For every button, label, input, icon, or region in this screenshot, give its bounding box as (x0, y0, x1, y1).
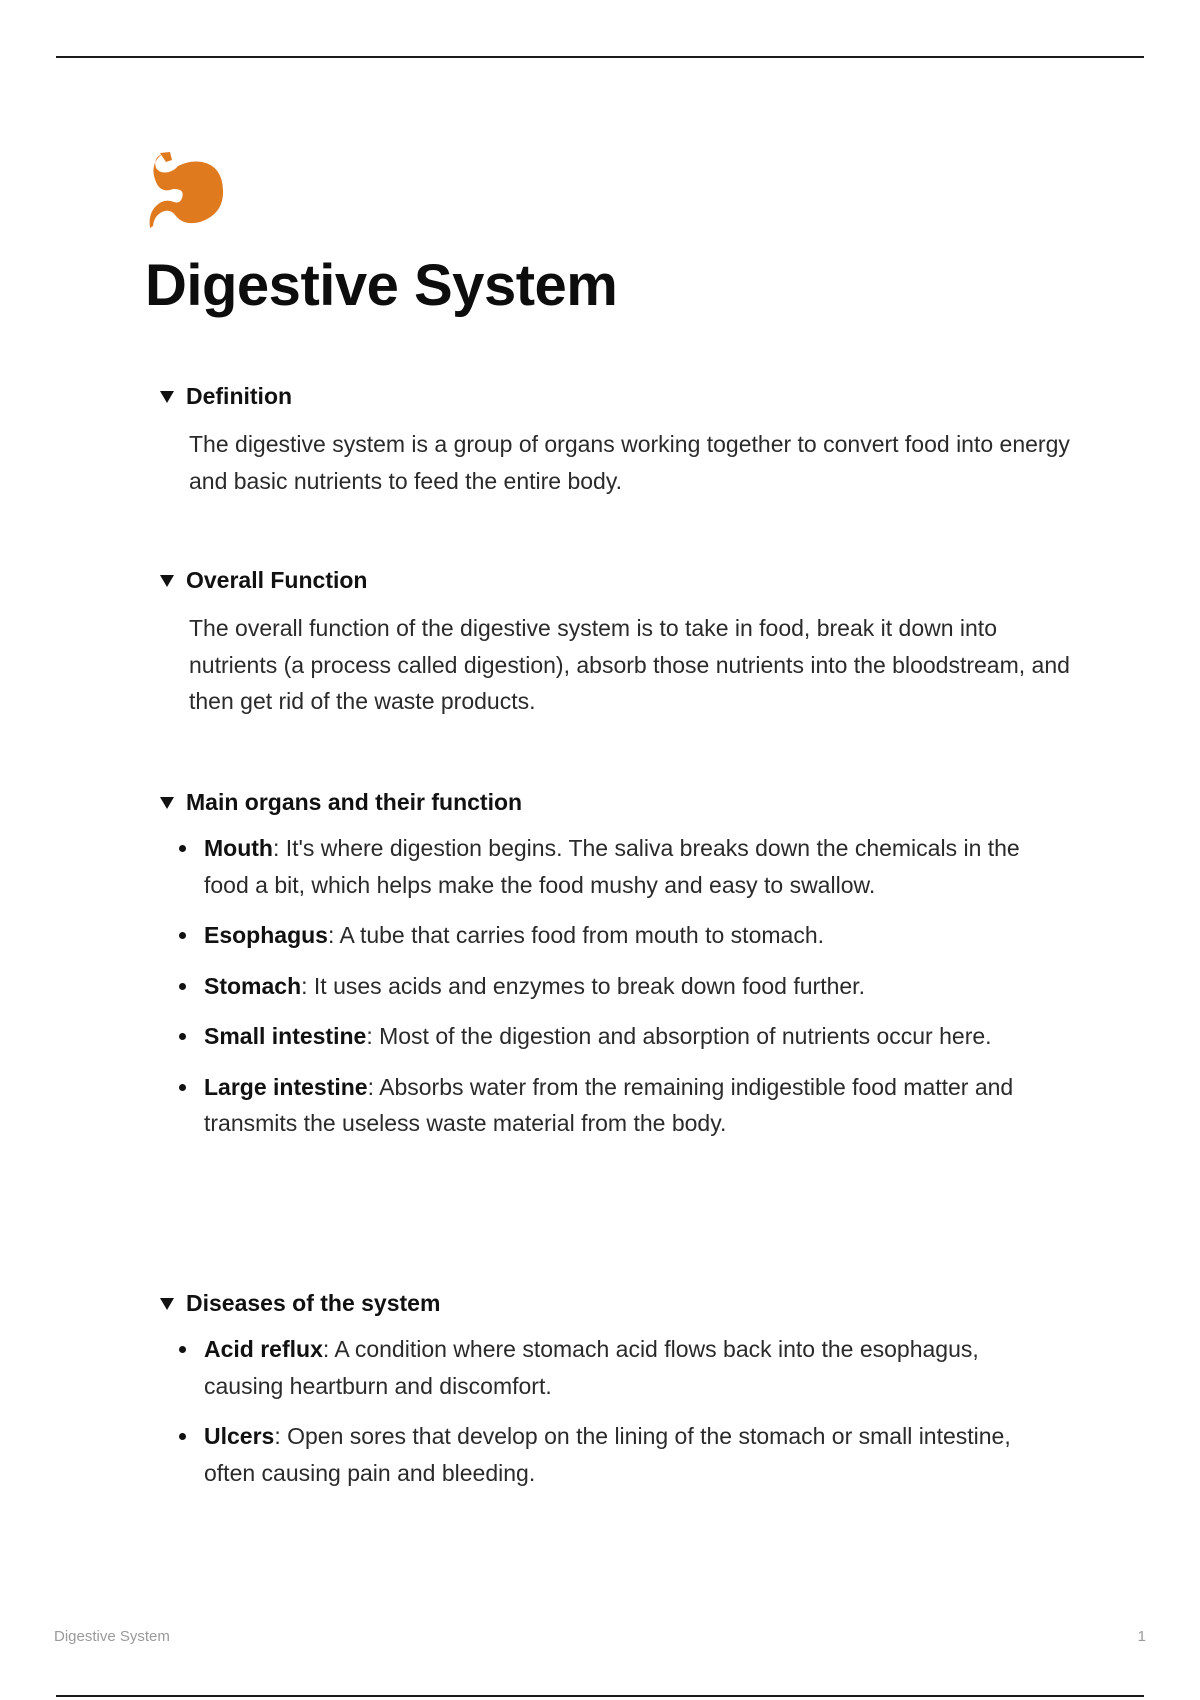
list-item-text: : A tube that carries food from mouth to stomach. (327, 922, 824, 948)
list-item (204, 1418, 1080, 1491)
list-item-text: : Open sores that develop on the lining of the stomach or small intestine, often causing pain and bleeding. (204, 1423, 1011, 1486)
page-title: Digestive System (145, 253, 618, 318)
list-item-text: : It uses acids and enzymes to break down food further. (301, 972, 865, 999)
diseases-list (160, 1331, 1080, 1491)
bullet-icon (179, 845, 186, 852)
list-item (204, 1331, 1080, 1404)
toggle-header-diseases[interactable] (160, 1289, 1080, 1317)
list-item-term: Large intestine (204, 1073, 368, 1100)
toggle-section-definition (160, 382, 1080, 499)
triangle-down-icon[interactable] (160, 575, 174, 587)
list-item (204, 1069, 1080, 1142)
list-item (204, 968, 1080, 1005)
toggle-section-diseases (160, 1289, 1080, 1505)
list-item-term: Stomach (204, 972, 302, 999)
bullet-icon (179, 1084, 186, 1091)
list-item-term: Mouth (204, 835, 273, 861)
bottom-divider (56, 1695, 1144, 1697)
bullet-icon (179, 1033, 186, 1040)
list-item-term: Small intestine (204, 1023, 367, 1049)
section-title: Definition (186, 382, 293, 409)
list-item (204, 1018, 1080, 1055)
bullet-icon (179, 1433, 186, 1440)
section-title: Diseases of the system (186, 1289, 441, 1316)
list-item (204, 830, 1080, 903)
footer-document-title: Digestive System (54, 1628, 170, 1645)
section-paragraph: The overall function of the digestive system is to take in food, break it down into nutrients (a process called digestion), absorb those nutrients into the bloodstream, and then get rid of the waste products. (189, 615, 1070, 714)
toggle-section-overall-function (160, 566, 1080, 720)
list-item-text: : Absorbs water from the remaining indigestible food matter and transmits the useless waste material from the body. (204, 1073, 1014, 1136)
list-item-term: Esophagus (204, 922, 328, 948)
footer-page-number: 1 (1137, 1628, 1146, 1645)
list-item-term: Ulcers (204, 1423, 275, 1449)
section-title: Overall Function (186, 566, 368, 593)
stomach-icon (148, 152, 230, 230)
bullet-icon (179, 1346, 186, 1353)
list-item-text: : It's where digestion begins. The saliva breaks down the chemicals in the food a bit, which helps make the food mushy and easy to swallow. (204, 835, 1020, 898)
top-divider (56, 56, 1144, 58)
triangle-down-icon[interactable] (160, 797, 174, 809)
toggle-header-main-organs[interactable] (160, 788, 1080, 816)
list-item-text: : A condition where stomach acid flows back into the esophagus, causing heartburn and discomfort. (204, 1336, 979, 1399)
triangle-down-icon[interactable] (160, 1298, 174, 1310)
bullet-icon (179, 983, 186, 990)
list-item (204, 917, 1080, 954)
bullet-icon (179, 932, 186, 939)
organs-list (160, 830, 1080, 1142)
list-item-text: : Most of the digestion and absorption of nutrients occur here. (366, 1023, 992, 1049)
triangle-down-icon[interactable] (160, 391, 174, 403)
list-item-term: Acid reflux (204, 1336, 323, 1362)
toggle-section-main-organs (160, 788, 1080, 1156)
toggle-header-definition[interactable] (160, 382, 1080, 410)
section-paragraph: The digestive system is a group of organs working together to convert food into energy and basic nutrients to feed the entire body. (189, 431, 1070, 494)
section-title: Main organs and their function (186, 788, 523, 815)
toggle-header-overall-function[interactable] (160, 566, 1080, 594)
